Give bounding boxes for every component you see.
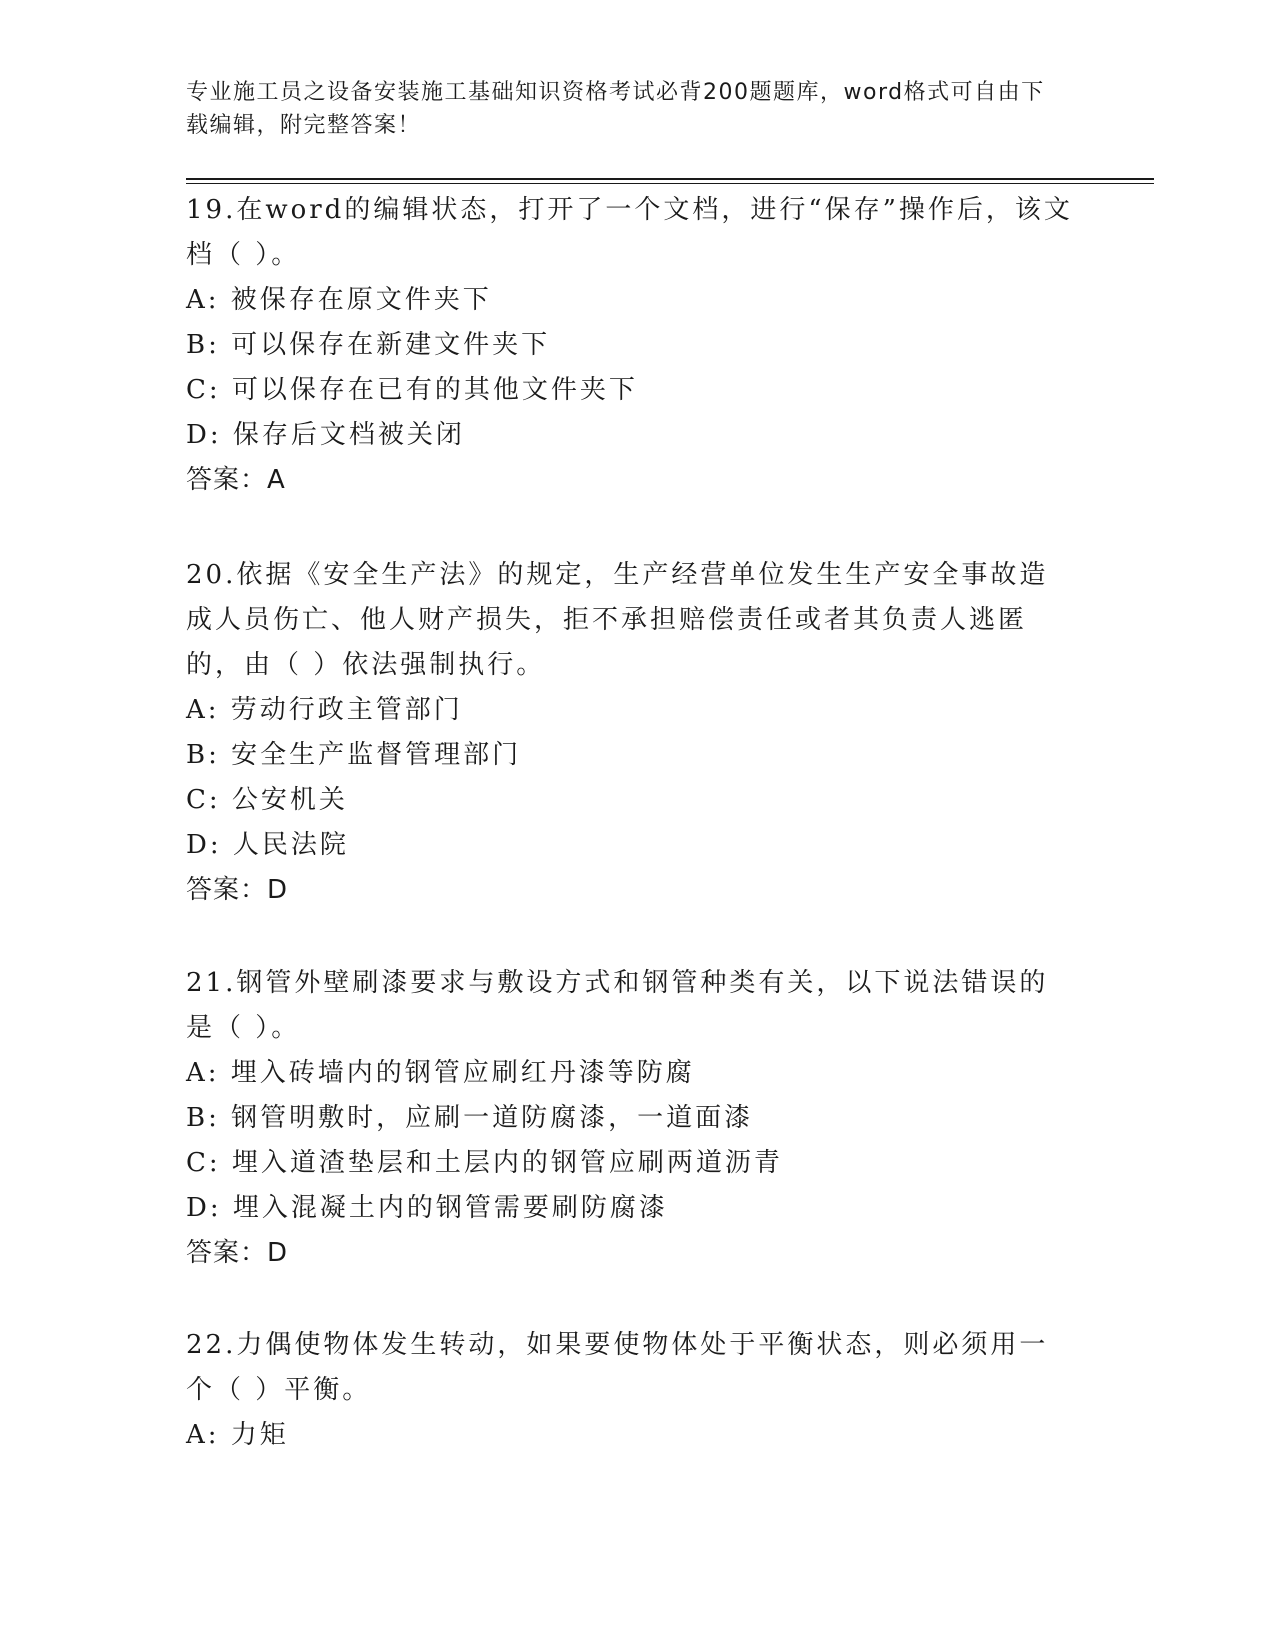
- header-rule-thin: [186, 183, 1154, 184]
- question-stem: 19.在word的编辑状态，打开了一个文档，进行“保存”操作后，该文档（ ）。: [186, 195, 1073, 270]
- question-stem: 22.力偶使物体发生转动，如果要使物体处于平衡状态，则必须用一个（ ）平衡。: [186, 1330, 1049, 1405]
- option-b: B: 可以保存在新建文件夹下: [186, 330, 551, 360]
- option-d: D: 保存后文档被关闭: [186, 420, 465, 450]
- option-c: C: 埋入道渣垫层和土层内的钢管应刷两道沥青: [186, 1148, 783, 1178]
- answer: 答案：A: [186, 465, 286, 495]
- question-20: [186, 553, 1076, 913]
- question-stem: 21.钢管外壁刷漆要求与敷设方式和钢管种类有关，以下说法错误的是（ ）。: [186, 968, 1049, 1043]
- document-header: 专业施工员之设备安装施工基础知识资格考试必背200题题库，word格式可自由下载编辑，附完整答案！: [186, 80, 1045, 138]
- answer: 答案：D: [186, 875, 289, 905]
- option-b: B: 安全生产监督管理部门: [186, 740, 522, 770]
- option-a: A: 劳动行政主管部门: [186, 695, 463, 725]
- question-stem: 20.依据《安全生产法》的规定，生产经营单位发生生产安全事故造成人员伤亡、他人财产损失，拒不承担赔偿责任或者其负责人逃匿的，由（ ）依法强制执行。: [186, 560, 1049, 680]
- option-b: B: 钢管明敷时，应刷一道防腐漆，一道面漆: [186, 1103, 754, 1133]
- answer: 答案：D: [186, 1238, 289, 1268]
- question-21: [186, 961, 1076, 1276]
- option-c: C: 可以保存在已有的其他文件夹下: [186, 375, 638, 405]
- question-19: [186, 188, 1076, 503]
- question-22: [186, 1323, 1076, 1458]
- option-a: A: 力矩: [186, 1420, 289, 1450]
- option-c: C: 公安机关: [186, 785, 348, 815]
- option-a: A: 埋入砖墙内的钢管应刷红丹漆等防腐: [186, 1058, 695, 1088]
- option-d: D: 人民法院: [186, 830, 349, 860]
- option-a: A: 被保存在原文件夹下: [186, 285, 492, 315]
- option-d: D: 埋入混凝土内的钢管需要刷防腐漆: [186, 1193, 668, 1223]
- header-rule-thick: [186, 178, 1154, 180]
